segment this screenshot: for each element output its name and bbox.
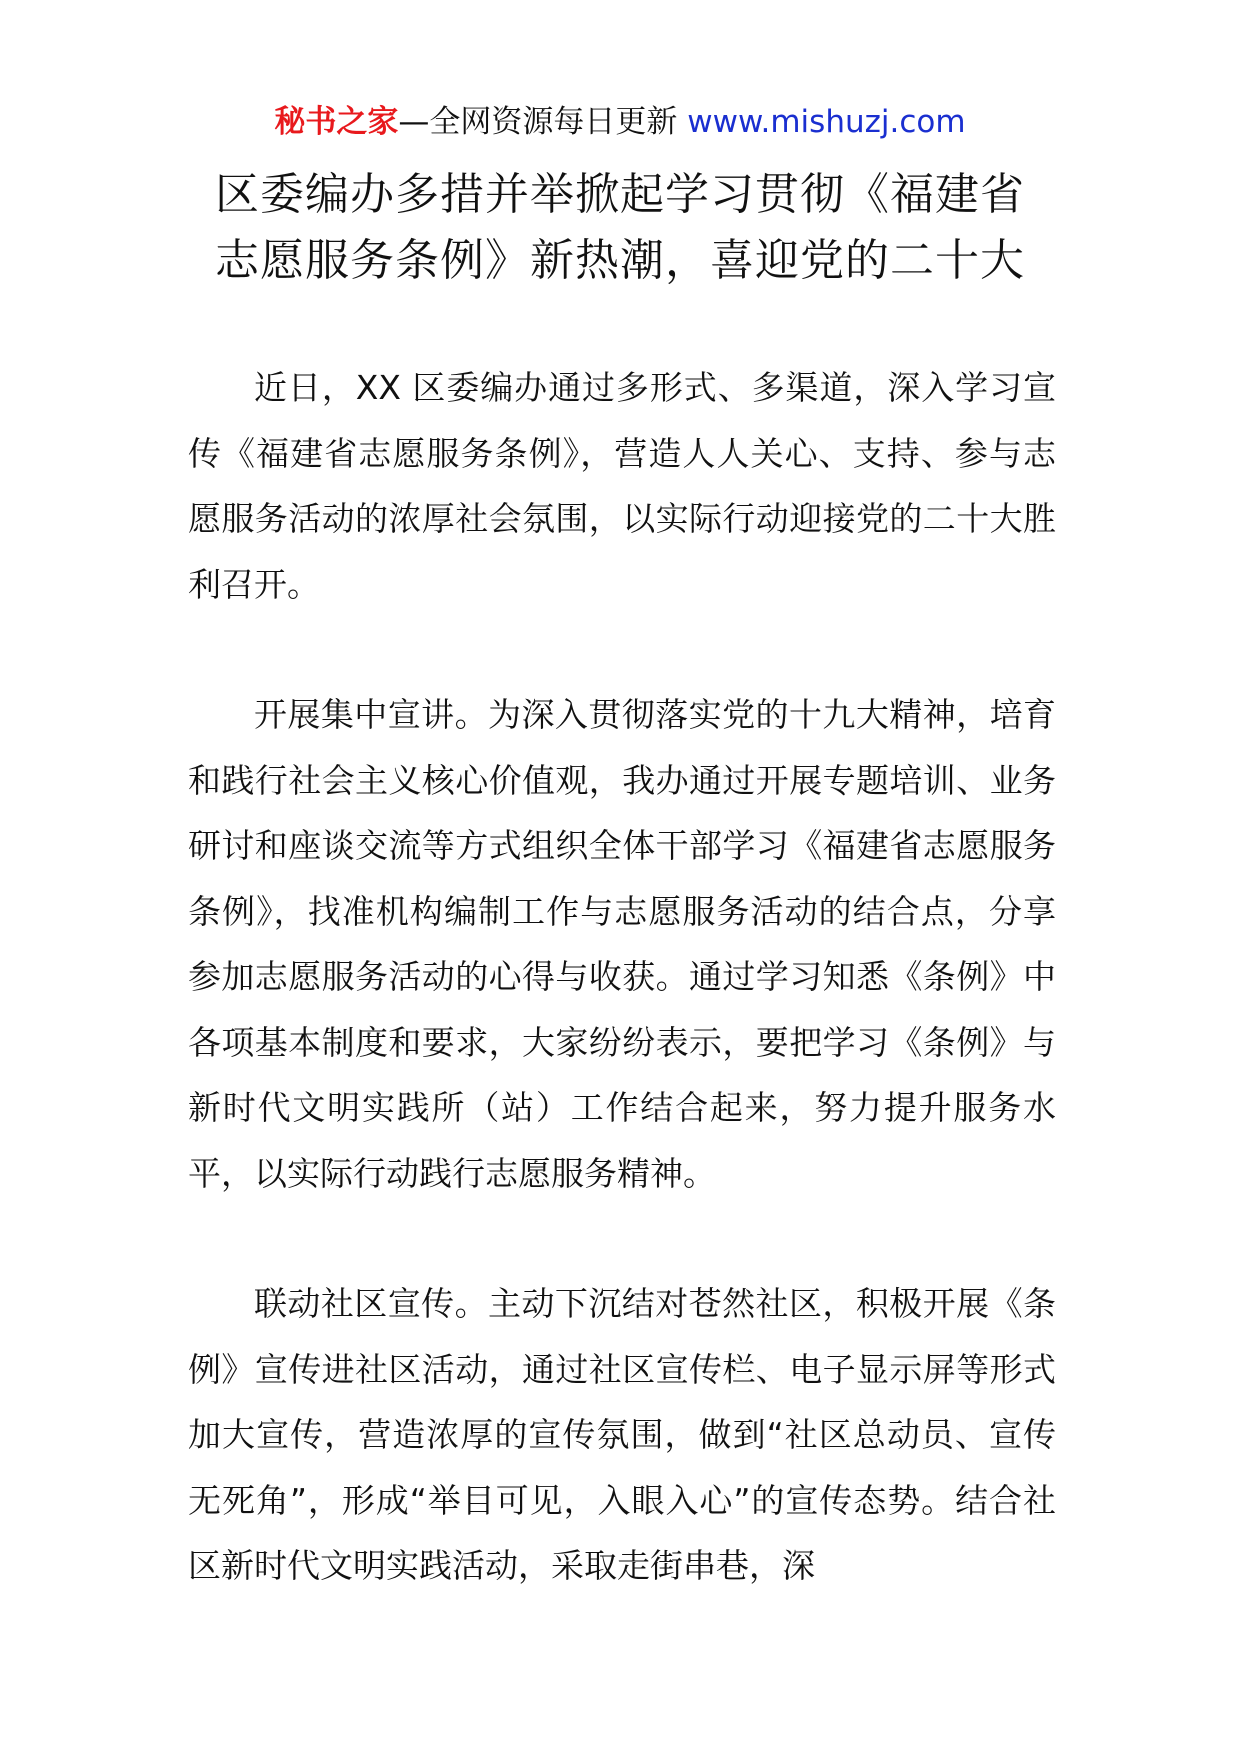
body-paragraph-1: 近日，XX 区委编办通过多形式、多渠道，深入学习宣传《福建省志愿服务条例》，营造人人关心、支持、参与志愿服务活动的浓厚社会氛围，以实际行动迎接党的二十大胜利召开。 xyxy=(188,368,1056,604)
site-tagline: —全网资源每日更新 xyxy=(398,104,688,140)
document-title xyxy=(190,162,1050,294)
site-url-link[interactable]: www.mishuzj.com xyxy=(687,104,966,140)
document-body xyxy=(188,355,1056,1664)
body-paragraph-3: 联动社区宣传。主动下沉结对苍然社区，积极开展《条例》宣传进社区活动，通过社区宣传栏、电子显示屏等形式加大宣传，营造浓厚的宣传氛围，做到“社区总动员、宣传无死角”，形成“举目可见，入眼入心”的宣传态势。结合社区新时代文明实践活动，采取走街串巷，深 xyxy=(188,1284,1056,1585)
document-title-line-2: 志愿服务条例》新热潮，喜迎党的二十大 xyxy=(215,235,1025,286)
site-brand: 秘书之家 xyxy=(274,104,399,140)
document-title-line-1: 区委编办多措并举掀起学习贯彻《福建省 xyxy=(215,169,1025,220)
site-header xyxy=(0,100,1240,144)
body-paragraph-2: 开展集中宣讲。为深入贯彻落实党的十九大精神，培育和践行社会主义核心价值观，我办通过开展专题培训、业务研讨和座谈交流等方式组织全体干部学习《福建省志愿服务条例》，找准机构编制工作与志愿服务活动的结合点，分享参加志愿服务活动的心得与收获。通过学习知悉《条例》中各项基本制度和要求，大家纷纷表示，要把学习《条例》与新时代文明实践所（站）工作结合起来，努力提升服务水平，以实际行动践行志愿服务精神。 xyxy=(188,695,1056,1193)
